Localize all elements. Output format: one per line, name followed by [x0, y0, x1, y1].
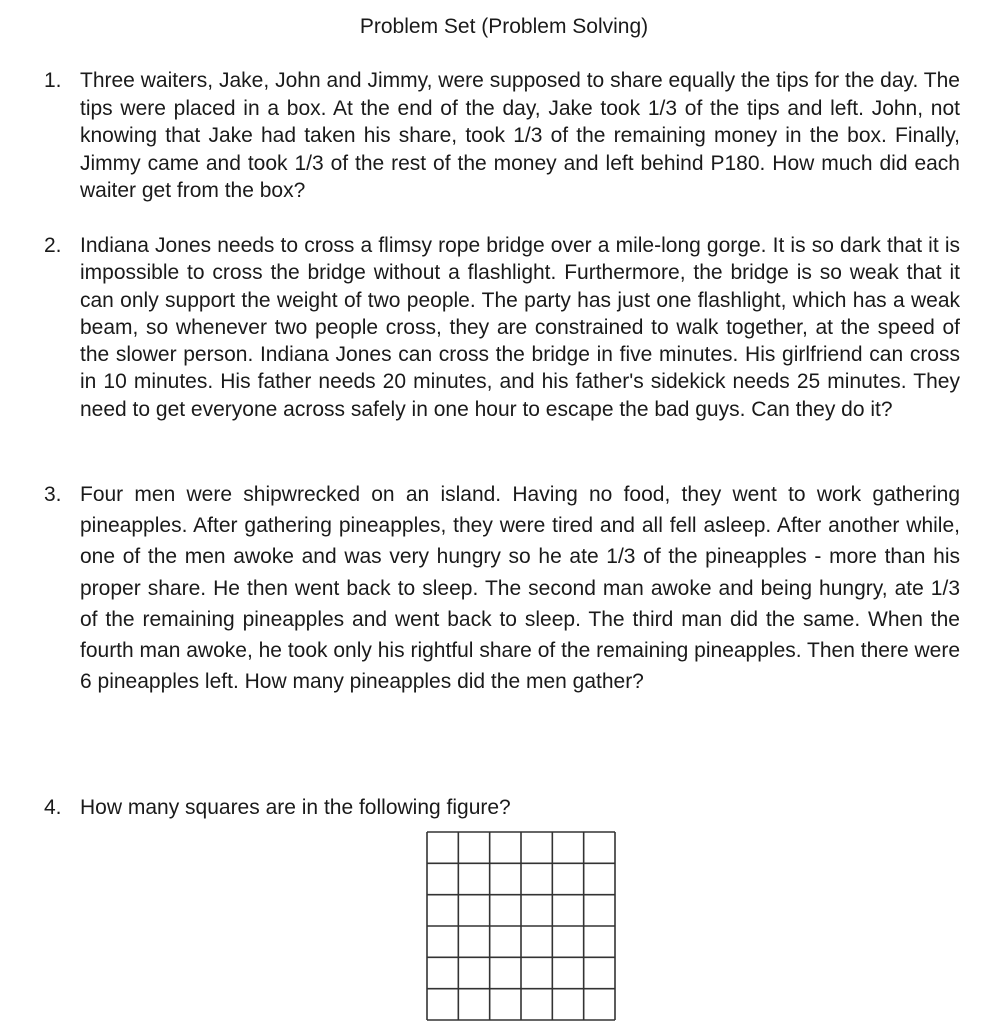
problem-number: 2. [44, 234, 62, 257]
problem-3 [44, 479, 960, 697]
problem-text: Four men were shipwrecked on an island. Having no food, they went to work gathering pineapples. After gathering pineapples, they were tired and all fell asleep. After another while, one of the men awoke and was very hungry so he ate 1/3 of the pineapples - more than his proper share. He then went back to sleep. The second man awoke and being hungry, ate 1/3 of the remaining pineapples and went back to sleep. The third man did the same. When the fourth man awoke, he took only his rightful share of the remaining pineapples. Then there were 6 pineapples left. How many pineapples did the men gather? [80, 483, 960, 694]
problem-text: Indiana Jones needs to cross a flimsy rope bridge over a mile-long gorge. It is so dark that it is impossible to cross the bridge without a flashlight. Furthermore, the bridge is so weak that it can only support the weight of two people. The party has just one flashlight, which has a weak beam, so whenever two people cross, they are constrained to walk together, at the speed of the slower person. Indiana Jones can cross the bridge in five minutes. His girlfriend can cross in 10 minutes. His father needs 20 minutes, and his father's sidekick needs 25 minutes. They need to get everyone across safely in one hour to escape the bad guys. Can they do it? [80, 234, 960, 421]
problem-number: 3. [44, 483, 62, 506]
problem-text: Three waiters, Jake, John and Jimmy, were supposed to share equally the tips for the day. The tips were placed in a box. At the end of the day, Jake took 1/3 of the tips and left. John, not knowing that Jake had taken his share, took 1/3 of the remaining money in the box. Finally, Jimmy came and took 1/3 of the rest of the money and left behind P180. How much did each waiter get from the box? [80, 69, 960, 202]
problem-4 [44, 794, 960, 822]
problem-1 [44, 67, 960, 205]
problem-2 [44, 232, 960, 423]
problem-number: 4. [44, 796, 62, 819]
page-title: Problem Set (Problem Solving) [359, 15, 649, 38]
problem-number: 1. [44, 69, 62, 92]
problem-text: How many squares are in the following figure? [80, 796, 511, 819]
square-grid-figure [426, 831, 616, 1021]
